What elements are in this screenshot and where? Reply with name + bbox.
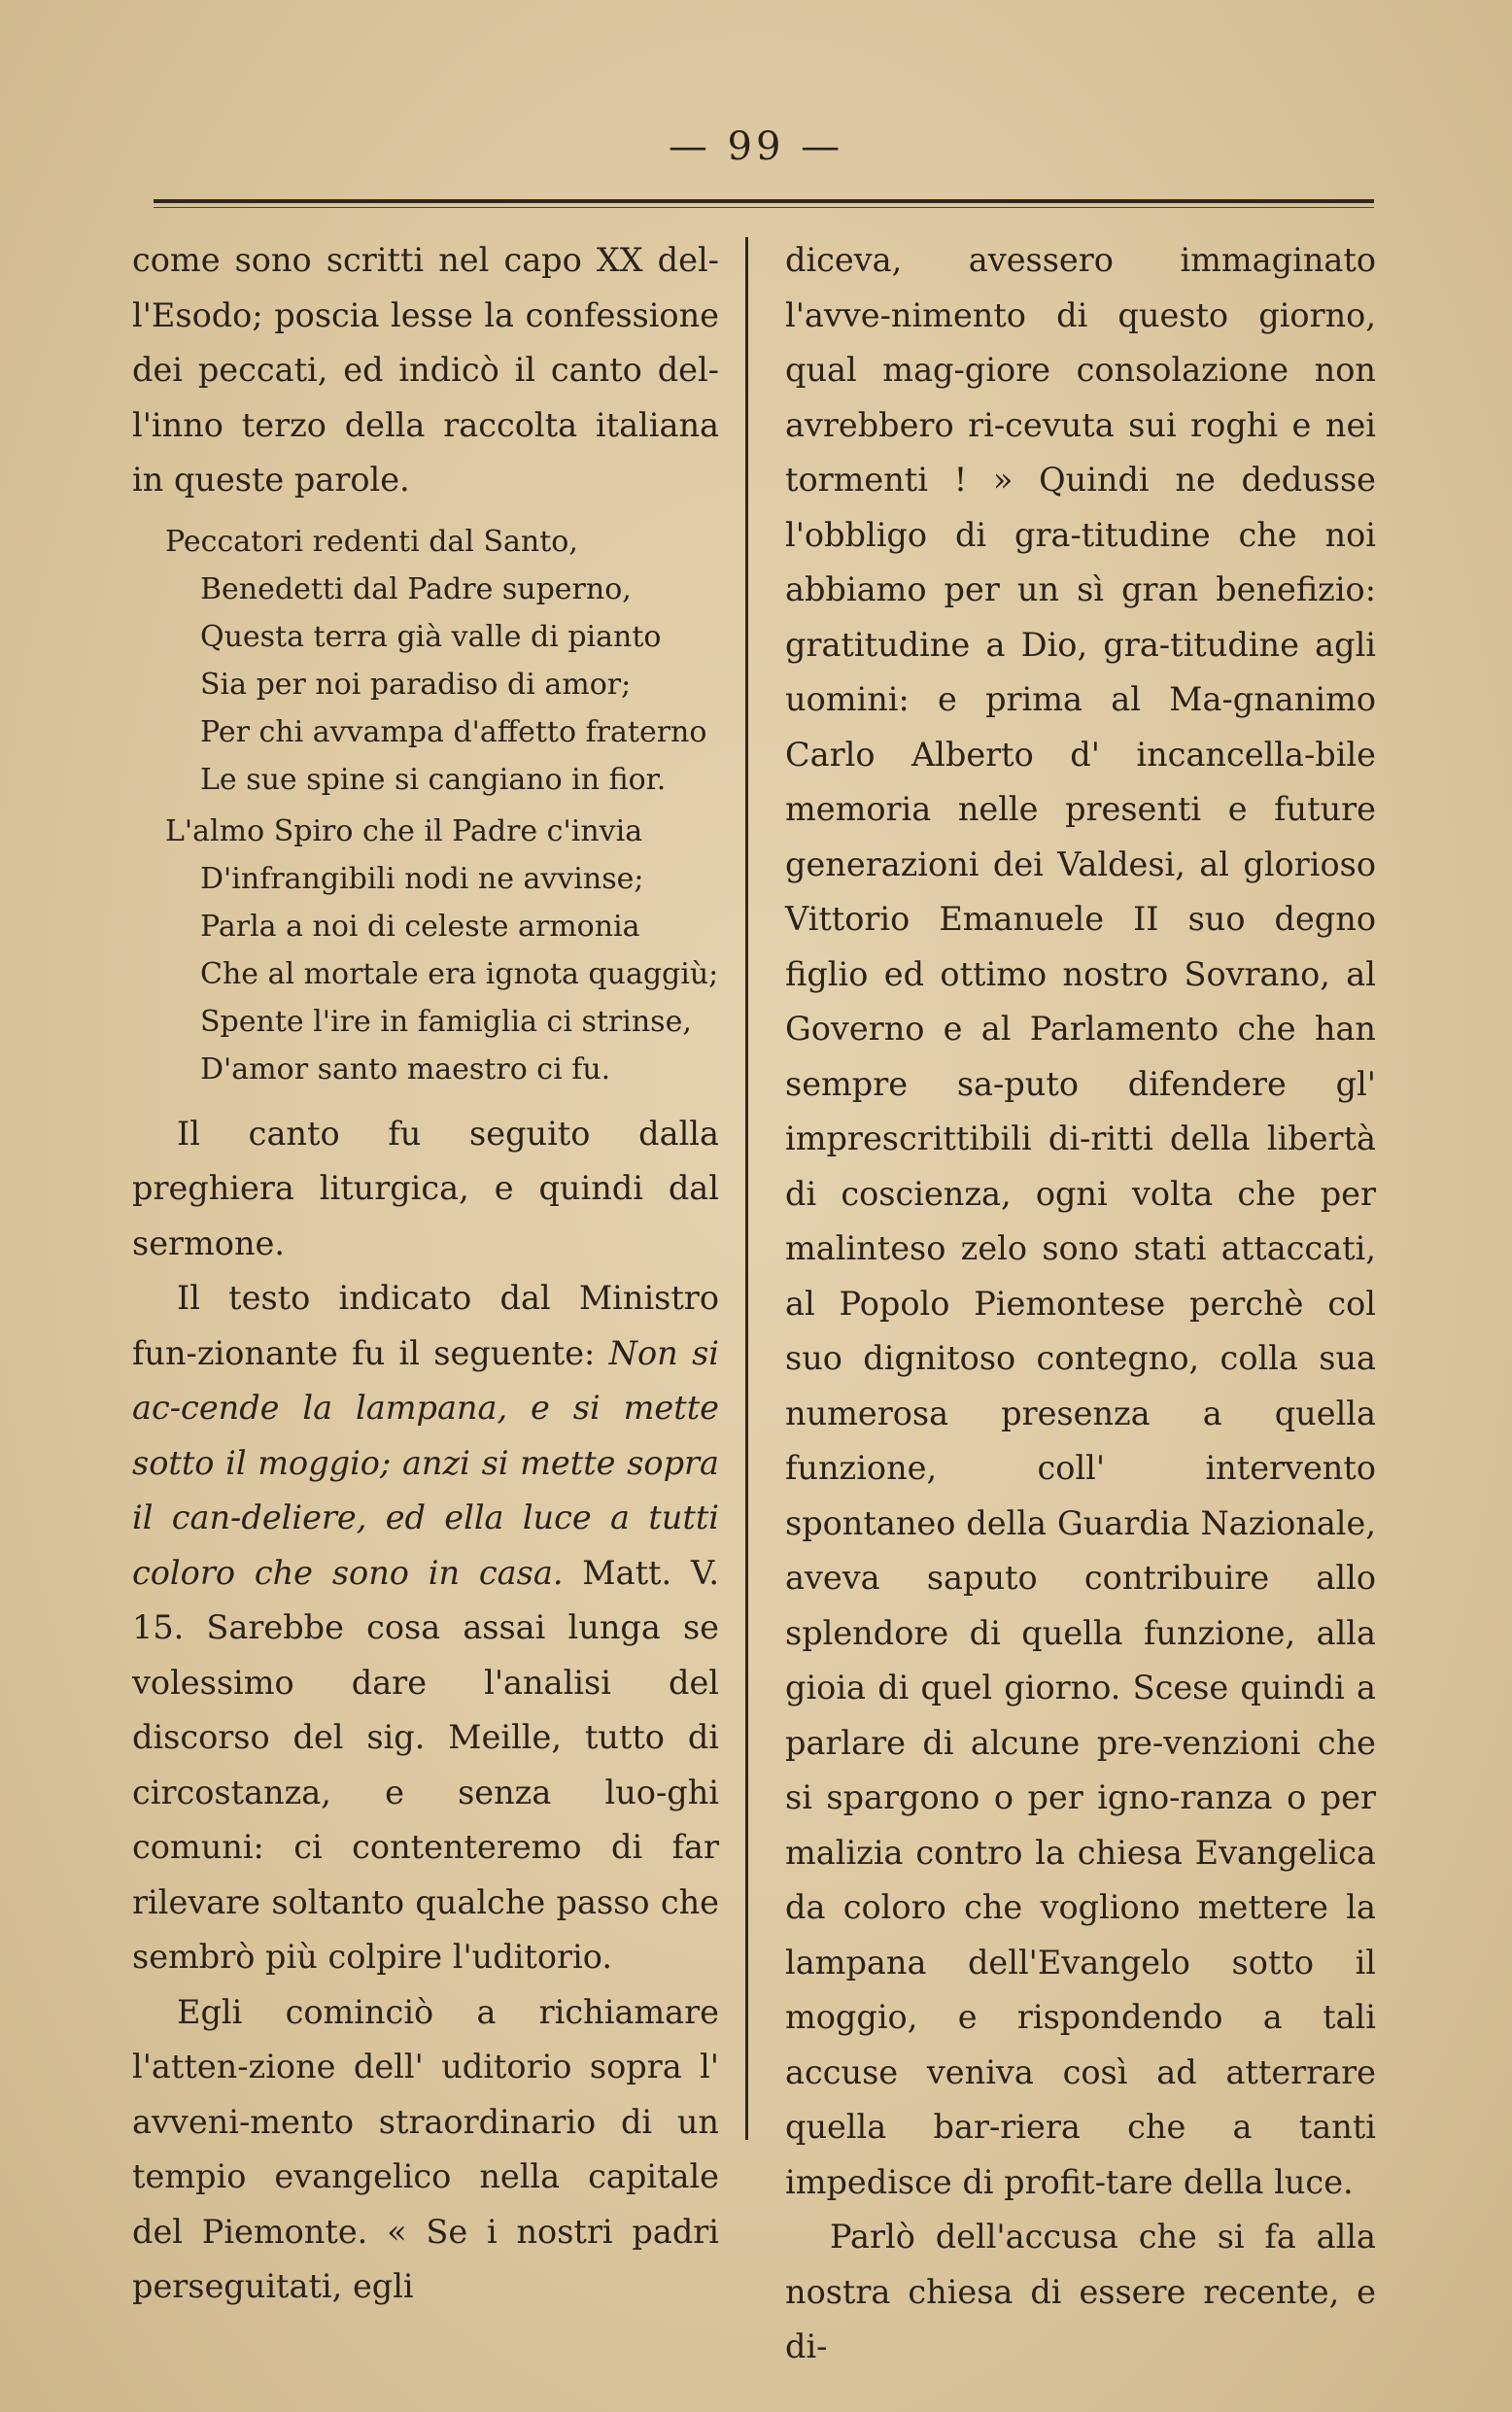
paragraph-testo-rest: Matt. V. 15. Sarebbe cosa assai lunga se volessimo dare l'analisi del discorso del sig. Meille, tutto di circostanza, e senza luo-ghi comuni: ci contenteremo di far rilevare soltanto qualche passo che sembrò più colpire l'uditorio. [132,1553,719,1976]
verse-line: D'amor santo maestro ci fu. [200,1051,611,1086]
verse-line: Sia per noi paradiso di amor; [200,667,632,702]
verse-line: Parla a noi di celeste armonia [200,909,640,944]
hymn-verse [132,518,719,1093]
paragraph-canto: Il canto fu seguito dalla preghiera liturgica, e quindi dal sermone. [132,1114,719,1262]
paragraph-testo-start: Il testo indicato dal Ministro fun-zionante fu il seguente: [132,1279,719,1372]
column-divider [745,237,748,2140]
verse-line: L'almo Spiro che il Padre c'invia [165,813,643,848]
verse-line: Benedetti dal Padre superno, [200,571,632,606]
verse-line: Che al mortale era ignota quaggiù; [200,956,719,991]
left-column [132,233,719,2315]
verse-line: Le sue spine si cangiano in fior. [200,762,667,797]
paragraph-diceva: diceva, avessero immaginato l'avve-nimento di questo giorno, qual mag-giore consolazione non avrebbero ri-cevuta sui roghi e nei tormenti ! » Quindi ne dedusse l'obbligo di gra-titudine che noi abbiamo per un sì gran benefizio: gratitudine a Dio, gra-titudine agli uomini: e prima al Ma-gnanimo Carlo Alberto d' incancella-bile memoria nelle presenti e future generazioni dei Valdesi, al glorioso Vittorio Emanuele II suo degno figlio ed ottimo nostro Sovrano, al Governo e al Parlamento che han sempre sa-puto difendere gl' imprescrittibili di-ritti della libertà di coscienza, ogni volta che per malinteso zelo sono stati attaccati, al Popolo Piemontese perchè col suo dignitoso contegno, colla sua numerosa presenza a quella funzione, coll' intervento spontaneo della Guardia Nazionale, aveva saputo contribuire allo splendore di quella funzione, alla gioia di quel giorno. Scese quindi a parlare di alcune pre-venzioni che si spargono o per igno-ranza o per malizia contro la chiesa Evangelica da coloro che vogliono mettere la lampana dell'Evangelo sotto il moggio, e rispondendo a tali accuse veniva così ad atterrare quella bar-riera che a tanti impedisce di profit-tare della luce. [785,241,1376,2201]
verse-line: Questa terra già valle di pianto [200,619,662,654]
paragraph-testo [132,1271,719,1985]
verse-line: D'infrangibili nodi ne avvinse; [200,861,644,896]
paragraph-parlò: Parlò dell'accusa che si fa alla nostra chiesa di essere recente, e di- [785,2218,1376,2365]
page-number: — 99 — [668,124,844,169]
paragraph-cominciò: Egli cominciò a richiamare l'atten-zione dell' uditorio sopra l' avveni-mento straordinario di un tempio evangelico nella capitale del Piemonte. « Se i nostri padri perseguitati, egli [132,1992,719,2305]
scripture-quote: Non si ac-cende la lampana, e si mette sotto il moggio; anzi si mette sopra il can-deliere, ed ella luce a tutti coloro che sono in casa. [132,1333,719,1592]
intro-paragraph: come sono scritti nel capo XX del-l'Esodo; poscia lesse la confessione dei peccati, ed indicò il canto del-l'inno terzo della raccolta italiana in queste parole. [132,241,719,499]
header-rule [154,199,1374,203]
verse-line: Per chi avvampa d'affetto fraterno [200,714,707,749]
verse-line: Spente l'ire in famiglia ci strinse, [200,1004,692,1039]
right-column [785,233,1376,2375]
verse-line: Peccatori redenti dal Santo, [165,524,578,559]
